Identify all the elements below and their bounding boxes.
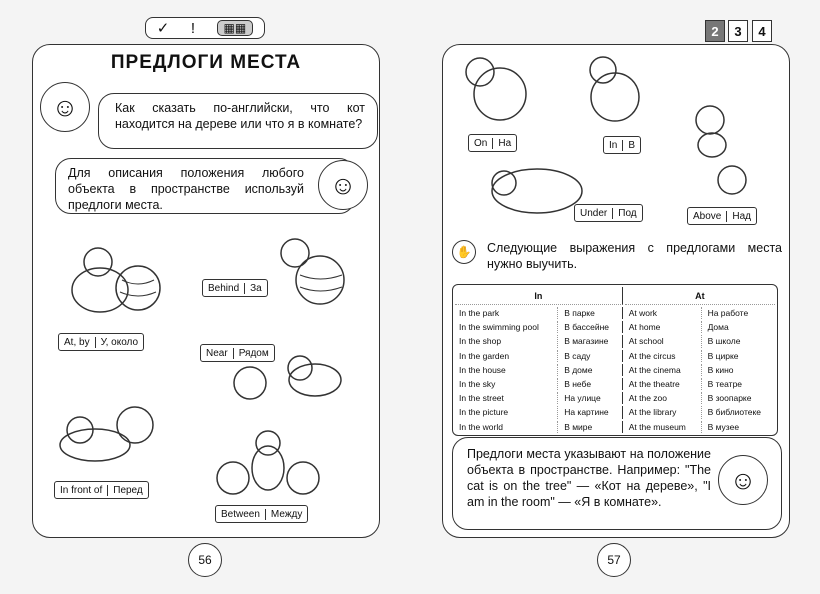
table-row	[455, 364, 775, 376]
table-cell: At work	[625, 307, 702, 319]
question-bubble: Как сказать по-английски, что кот находится на дереве или что я в комнате?	[98, 93, 378, 149]
table-cell: В доме	[560, 364, 623, 376]
label-above	[687, 207, 757, 225]
label-ru: Под	[612, 208, 641, 219]
label-en: Behind	[208, 282, 240, 294]
table-cell: В магазине	[560, 335, 623, 347]
summary-bubble: Предлоги места указывают на положение объекта в пространстве. Например: "The cat is on the tree" — «Кот на дереве», "I am in the room" — «Я в комнате».	[452, 437, 782, 530]
table-cell: At the theatre	[625, 378, 702, 390]
label-en: Above	[693, 210, 722, 222]
table-cell: В бассейне	[560, 321, 623, 333]
table-cell: В музее	[707, 421, 740, 432]
page-number-left: 56	[188, 543, 222, 577]
label-en: In	[609, 139, 618, 151]
table-row	[455, 335, 775, 347]
label-en: In front of	[60, 484, 103, 496]
table-row	[455, 350, 775, 362]
table-cell: Дома	[707, 322, 729, 333]
label-ru: В	[622, 140, 640, 151]
exclaim-icon: !	[190, 19, 196, 37]
label-near	[200, 344, 275, 362]
header-in: In	[455, 287, 623, 305]
table-cell: At home	[625, 321, 702, 333]
table-row	[455, 378, 775, 390]
label-between	[215, 505, 308, 523]
label-ru: Между	[265, 509, 307, 520]
table-cell: In the sky	[455, 378, 558, 390]
label-behind	[202, 279, 268, 297]
label-in	[603, 136, 641, 154]
girl-avatar: ☺	[718, 455, 768, 505]
table-cell: В цирке	[707, 350, 739, 361]
table-cell: At the library	[625, 406, 702, 418]
check-icon: ✓	[156, 20, 170, 37]
table-cell: At the cinema	[625, 364, 702, 376]
page-number-right: 57	[597, 543, 631, 577]
cat-illustration	[208, 428, 328, 503]
table-row	[455, 392, 775, 404]
table-cell: В небе	[560, 378, 623, 390]
label-ru: Рядом	[233, 348, 274, 359]
table-cell: В кино	[707, 364, 734, 375]
table-cell: In the garden	[455, 350, 558, 362]
table-cell: In the world	[455, 421, 558, 433]
page-tab-2[interactable]: 2	[705, 20, 725, 42]
table-cell: In the swimming pool	[455, 321, 558, 333]
cat-illustration	[60, 240, 170, 325]
table-cell: In the park	[455, 307, 558, 319]
page-tab-3[interactable]: 3	[728, 20, 748, 42]
label-in-front-of	[54, 481, 149, 499]
page-tab-4[interactable]: 4	[752, 20, 772, 42]
table-cell: В парке	[560, 307, 623, 319]
label-ru: Перед	[107, 485, 148, 496]
table-cell: На работе	[707, 308, 749, 319]
table-cell: В саду	[560, 350, 623, 362]
table-cell: In the street	[455, 392, 558, 404]
table-cell: At the museum	[625, 421, 702, 433]
table-cell: В зоопарке	[707, 393, 752, 404]
table-row	[455, 421, 775, 433]
table-cell: At the circus	[625, 350, 702, 362]
table-cell: В школе	[707, 336, 741, 347]
header-at: At	[625, 287, 775, 305]
girl-glasses-avatar: ☺	[318, 160, 368, 210]
cat-illustration	[682, 100, 762, 195]
label-en: On	[474, 137, 488, 149]
table-row	[455, 321, 775, 333]
info-text: Следующие выражения с предлогами места нужно выучить.	[487, 241, 782, 271]
label-at-by	[58, 333, 144, 351]
label-en: Near	[206, 347, 228, 359]
label-en: At, by	[64, 336, 90, 348]
page-title: ПРЕДЛОГИ МЕСТА	[110, 52, 302, 73]
label-ru: За	[244, 283, 267, 294]
tip-bubble: Для описания положения любого объекта в пространстве используй предлоги места.	[55, 158, 355, 214]
table-cell: В мире	[560, 421, 623, 433]
girl-avatar: ☺	[40, 82, 90, 132]
label-ru: Над	[726, 211, 756, 222]
label-en: Under	[580, 207, 608, 219]
table-cell: На картине	[560, 406, 623, 418]
table-cell: In the house	[455, 364, 558, 376]
table-cell: На улице	[560, 392, 623, 404]
cat-illustration	[575, 52, 660, 132]
label-ru: На	[492, 138, 516, 149]
label-ru: У, около	[95, 337, 143, 348]
hand-icon: ✋	[452, 240, 476, 264]
icons-bar	[145, 17, 265, 39]
table-cell: At the zoo	[625, 392, 702, 404]
table-cell: In the shop	[455, 335, 558, 347]
cat-illustration	[455, 52, 540, 127]
cat-illustration	[50, 400, 170, 470]
label-on	[468, 134, 517, 152]
phrases-table	[452, 284, 778, 436]
table-row	[455, 406, 775, 418]
table-cell: In the picture	[455, 406, 558, 418]
table-row	[455, 307, 775, 319]
table-cell: В театре	[707, 379, 743, 390]
book-icon: ▦▦	[217, 20, 254, 36]
label-under	[574, 204, 643, 222]
table-cell: В библиотеке	[707, 407, 762, 418]
label-en: Between	[221, 508, 260, 520]
table-cell: At school	[625, 335, 702, 347]
cat-illustration	[265, 235, 360, 315]
